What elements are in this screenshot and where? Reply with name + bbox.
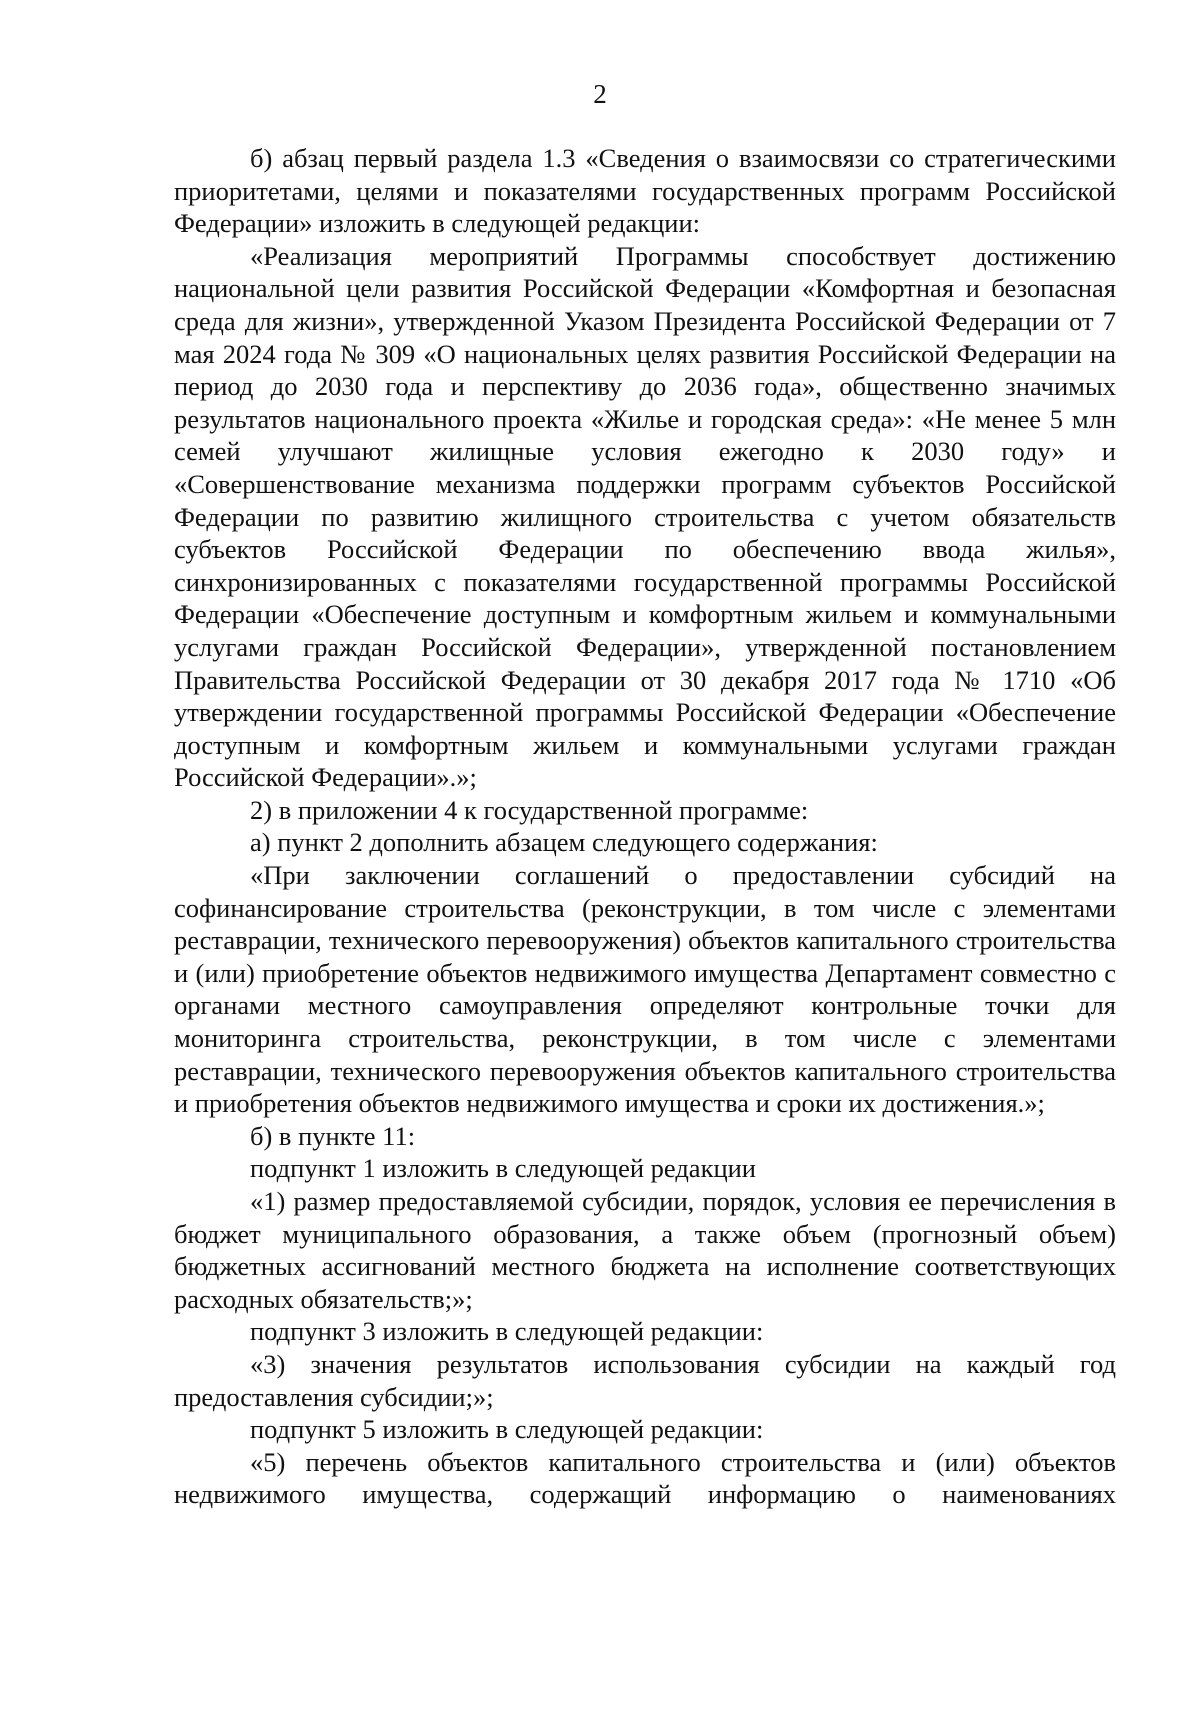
paragraph: подпункт 1 изложить в следующей редакции xyxy=(250,1153,756,1184)
paragraph: «3) значения результатов использования субсидии на каждый год предоставления субсидии;»; xyxy=(174,1348,1116,1412)
paragraph: подпункт 5 изложить в следующей редакции: xyxy=(250,1414,764,1445)
paragraph: подпункт 3 изложить в следующей редакции: xyxy=(250,1316,764,1347)
paragraph: «Реализация мероприятий Программы способствует достижению национальной цели развития Российской Федерации «Комфортная и безопасная среда для жизни», утвержденной Указом Президента Российской Федерации от 7 мая 2024 года № 309 «О национальных целях развития Российской Федерации на период до 2030 года и перспективу до 2036 года», общественно значимых результатов национального проекта «Жилье и городская среда»: «Не менее 5 млн семей улучшают жилищные условия ежегодно к 2030 году» и «Совершенствование механизма поддержки программ субъектов Российской Федерации по развитию жилищного строительства с учетом обязательств субъектов Российской Федерации по обеспечению ввода жилья», синхронизированных с показателями государственной программы Российской Федерации «Обеспечение доступным и комфортным жильем и коммунальными услугами граждан Российской Федерации», утвержденной постановлением Правительства Российской Федерации от 30 декабря 2017 года № 1710 «Об утверждении государственной программы Российской Федерации «Обеспечение доступным и комфортным жильем и коммунальными услугами граждан Российской Федерации».»; xyxy=(174,240,1116,793)
page-number: 2 xyxy=(593,79,607,109)
paragraph: 2) в приложении 4 к государственной программе: xyxy=(250,794,809,825)
paragraph: «При заключении соглашений о предоставлении субсидий на софинансирование строительства (реконструкции, в том числе с элементами реставрации, технического перевооружения) объектов капитального строительства и (или) приобретение объектов недвижимого имущества Департамент совместно с органами местного самоуправления определяют контрольные точки для мониторинга строительства, реконструкции, в том числе с элементами реставрации, технического перевооружения объектов капитального строительства и приобретения объектов недвижимого имущества и сроки их достижения.»; xyxy=(174,860,1116,1119)
paragraph: б) в пункте 11: xyxy=(250,1120,416,1151)
paragraph: «1) размер предоставляемой субсидии, порядок, условия ее перечисления в бюджет муниципального образования, а также объем (прогнозный объем) бюджетных ассигнований местного бюджета на исполнение соответствующих расходных обязательств;»; xyxy=(174,1186,1116,1314)
paragraph: «5) перечень объектов капитального строительства и (или) объектов недвижимого имущества, содержащий информацию о наименованиях xyxy=(174,1446,1116,1510)
paragraph: а) пункт 2 дополнить абзацем следующего содержания: xyxy=(250,827,878,858)
paragraph: б) абзац первый раздела 1.3 «Сведения о взаимосвязи со стратегическими приоритетами, целями и показателями государственных программ Российской Федерации» изложить в следующей редакции: xyxy=(174,143,1116,239)
document-body xyxy=(174,142,1116,1511)
